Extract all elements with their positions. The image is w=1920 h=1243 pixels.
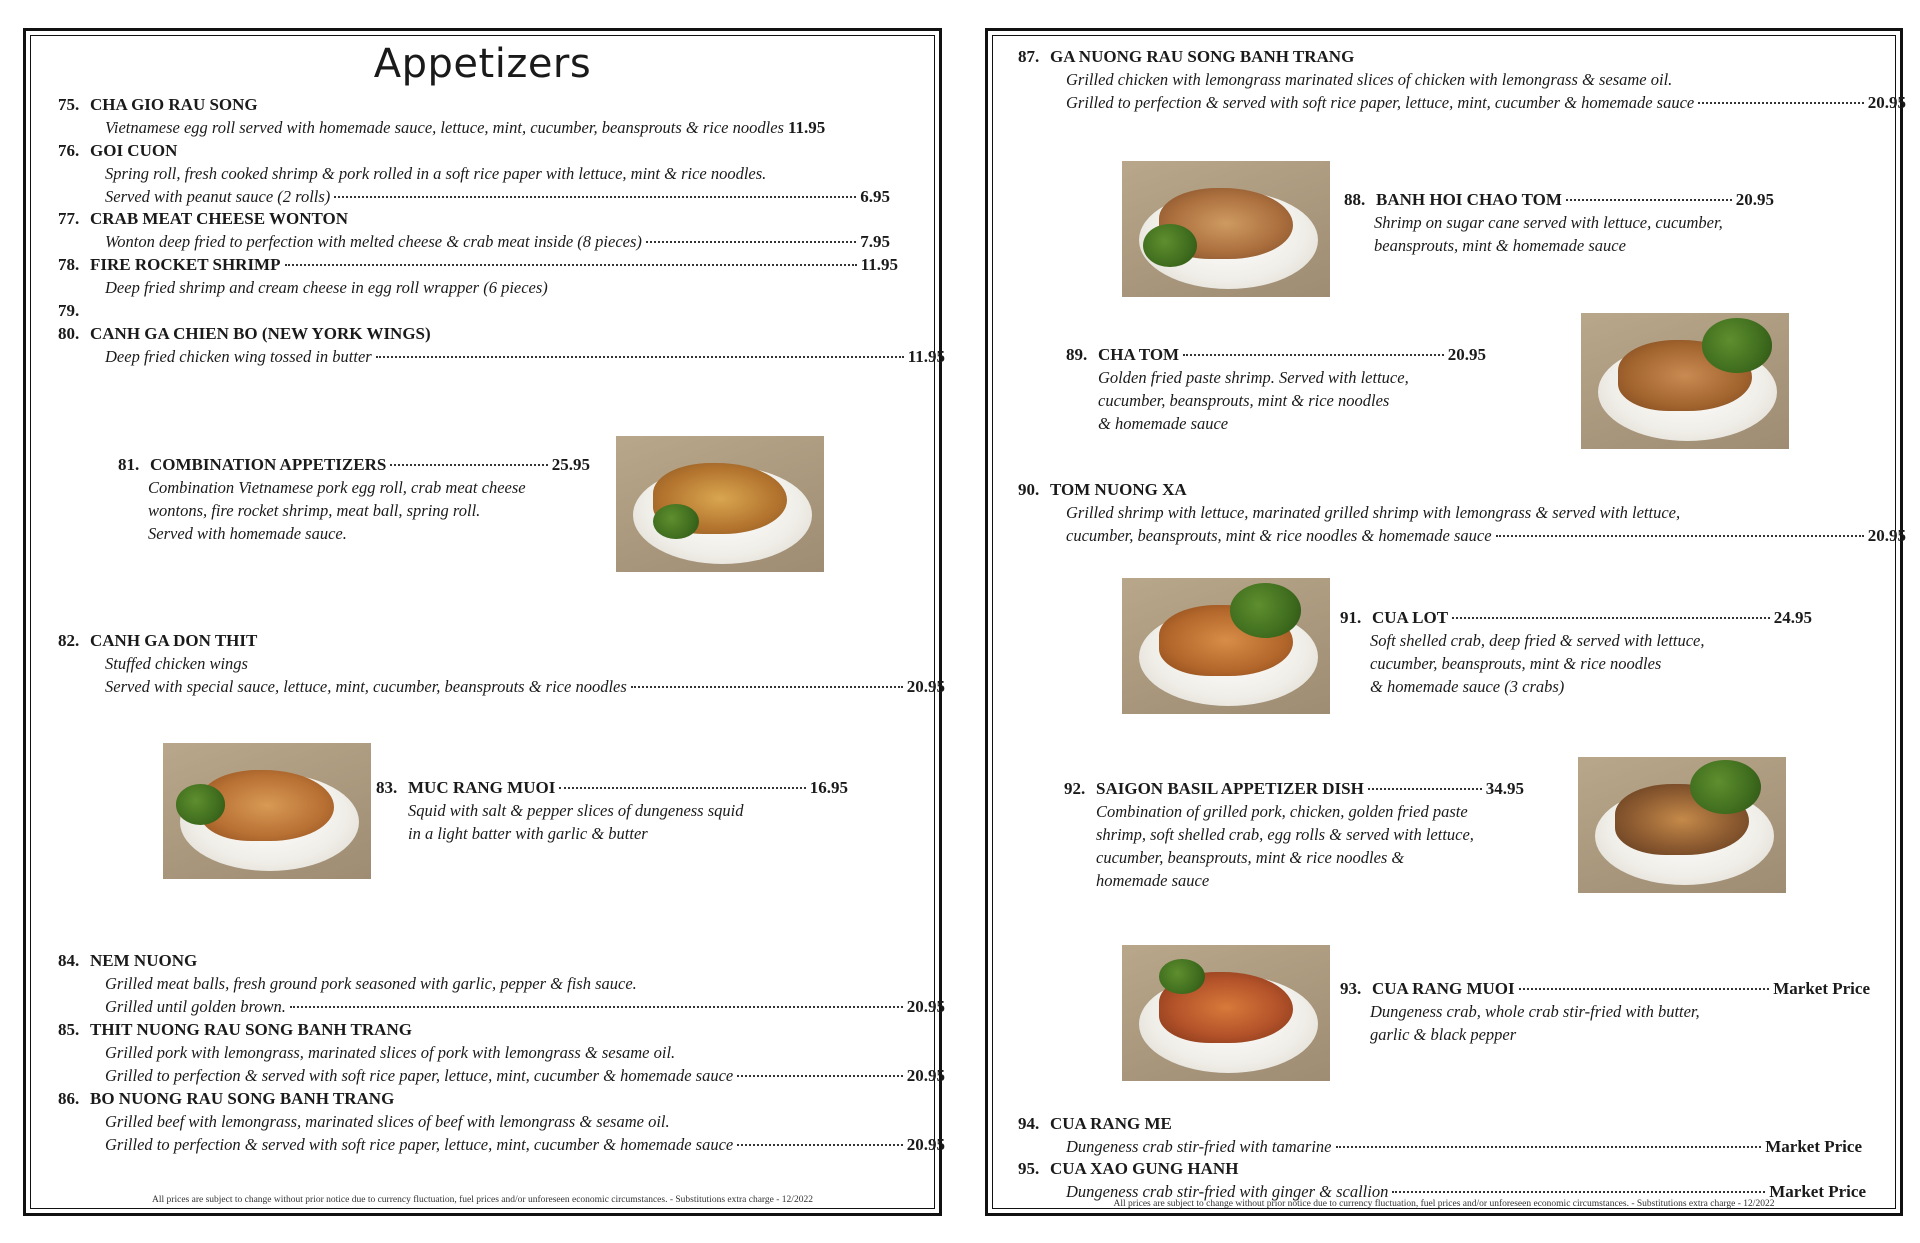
item-number: 88. [1344,190,1366,209]
item-price: 6.95 [860,187,890,206]
item-name: MUC RANG MUOI [408,778,556,797]
item-description: Grilled meat balls, fresh ground pork seasoned with garlic, pepper & fish sauce. [105,974,637,993]
item-number: 92. [1064,779,1086,798]
item-name: TOM NUONG XA [1050,480,1187,499]
item-name: CUA RANG MUOI [1372,979,1515,998]
menu-item-88 [1344,188,1814,257]
item-price: 20.95 [906,1066,945,1085]
item-description: wontons, fire rocket shrimp, meat ball, spring roll. [148,501,481,520]
item-price: 20.95 [906,677,945,696]
item-price: Market Price [1773,979,1870,998]
item-name: FIRE ROCKET SHRIMP [90,255,281,274]
salt-pepper-crab-photo [1122,945,1330,1081]
item-description: Grilled shrimp with lettuce, marinated grilled shrimp with lemongrass & served with lettuce, [1066,503,1681,522]
item-number: 95. [1018,1159,1040,1178]
dot-leader [1183,354,1444,356]
item-description: Dungeness crab stir-fried with tamarine [1066,1137,1332,1156]
menu-item-90 [1018,478,1906,547]
menu-item-87 [1018,45,1906,114]
item-number: 85. [58,1020,80,1039]
menu-item-81 [118,453,598,545]
item-price: 20.95 [1735,190,1774,209]
item-description: beansprouts, mint & homemade sauce [1374,236,1626,255]
item-description: Grilled beef with lemongrass, marinated slices of beef with lemongrass & sesame oil. [105,1112,670,1131]
item-description: Soft shelled crab, deep fried & served with lettuce, [1370,631,1705,650]
item-number: 91. [1340,608,1362,627]
item-number: 86. [58,1089,80,1108]
item-price: 11.95 [860,255,898,274]
page-footer: All prices are subject to change without prior notice due to currency fluctuation, fuel prices and/or unforeseen economic circumstances. - Substitutions extra charge - 12/2022 [1113,1199,1775,1209]
item-number: 75. [58,95,80,114]
item-description: garlic & black pepper [1370,1025,1517,1044]
dot-leader [1368,788,1482,790]
item-description: cucumber, beansprouts, mint & rice noodles & homemade sauce [1066,526,1492,545]
item-description: Stuffed chicken wings [105,654,248,673]
shrimp-sugarcane-photo [1122,161,1330,297]
dot-leader [737,1144,903,1146]
item-number: 83. [376,778,398,797]
item-price: 25.95 [551,455,590,474]
item-description: & homemade sauce [1098,414,1229,433]
item-description: Combination of grilled pork, chicken, golden fried paste [1096,802,1468,821]
menu-item-95 [1018,1157,1888,1203]
menu-item-75 [58,93,928,139]
dot-leader [1392,1191,1765,1193]
item-price: 20.95 [1447,345,1486,364]
basil-appetizer-platter-photo [1578,757,1786,893]
menu-item-94 [1018,1112,1888,1158]
item-number: 79. [58,301,80,320]
item-price: 20.95 [906,1135,945,1154]
menu-item-83 [376,776,856,845]
item-number: 81. [118,455,140,474]
item-description: Squid with salt & pepper slices of dungeness squid [408,801,744,820]
menu-page-left [23,28,945,1216]
item-name: NEM NUONG [90,951,198,970]
item-number: 87. [1018,47,1040,66]
squid-photo [163,743,371,879]
item-description: Combination Vietnamese pork egg roll, crab meat cheese [148,478,526,497]
item-number: 89. [1066,345,1088,364]
menu-item-84 [58,949,945,1018]
item-description: Dungeness crab, whole crab stir-fried with butter, [1370,1002,1700,1021]
item-description: & homemade sauce (3 crabs) [1370,677,1565,696]
item-description: Dungeness crab stir-fried with ginger & scallion [1066,1182,1389,1201]
item-description: Served with peanut sauce (2 rolls) [105,187,331,206]
dot-leader [334,196,856,198]
item-number: 94. [1018,1114,1040,1133]
item-name: CUA RANG ME [1050,1114,1172,1133]
menu-item-86 [58,1087,945,1156]
item-number: 78. [58,255,80,274]
item-description: Served with special sauce, lettuce, mint, cucumber, beansprouts & rice noodles [105,677,627,696]
menu-item-85 [58,1018,945,1087]
dot-leader [1336,1146,1762,1148]
item-name: BO NUONG RAU SONG BANH TRANG [90,1089,395,1108]
menu-item-89 [1066,343,1506,435]
item-number: 93. [1340,979,1362,998]
item-description: shrimp, soft shelled crab, egg rolls & served with lettuce, [1096,825,1474,844]
item-number: 76. [58,141,80,160]
item-name: THIT NUONG RAU SONG BANH TRANG [90,1020,412,1039]
item-description: Grilled to perfection & served with soft rice paper, lettuce, mint, cucumber & homemade sauce [1066,93,1695,112]
dot-leader [1452,617,1770,619]
page-footer: All prices are subject to change without prior notice due to currency fluctuation, fuel prices and/or unforeseen economic circumstances. - Substitutions extra charge - 12/2022 [152,1195,813,1205]
dot-leader [390,464,547,466]
item-description: Shrimp on sugar cane served with lettuce, cucumber, [1374,213,1723,232]
dot-leader [290,1006,903,1008]
item-number: 82. [58,631,80,650]
item-description: Grilled chicken with lemongrass marinated slices of chicken with lemongrass & sesame oil. [1066,70,1673,89]
page-title: Appetizers [373,41,592,87]
dot-leader [376,356,904,358]
fried-paste-shrimp-photo [1581,313,1789,449]
item-name: CRAB MEAT CHEESE WONTON [90,209,349,228]
item-number: 77. [58,209,80,228]
item-description: Deep fried shrimp and cream cheese in egg roll wrapper (6 pieces) [105,278,548,297]
menu-item-77 [58,207,928,253]
item-name: CUA LOT [1372,608,1449,627]
item-description: Grilled pork with lemongrass, marinated slices of pork with lemongrass & sesame oil. [105,1043,676,1062]
menu-item-76 [58,139,928,208]
item-price: 11.95 [907,347,945,366]
item-description: homemade sauce [1096,871,1210,890]
menu-item-79 [58,299,90,322]
item-price: 20.95 [1867,526,1906,545]
item-description: Wonton deep fried to perfection with melted cheese & crab meat inside (8 pieces) [105,232,642,251]
item-number: 80. [58,324,80,343]
dot-leader [559,787,805,789]
dot-leader [737,1075,903,1077]
item-description: Spring roll, fresh cooked shrimp & pork rolled in a soft rice paper with lettuce, mint & rice noodles. [105,164,767,183]
item-description: in a light batter with garlic & butter [408,824,648,843]
item-description: Served with homemade sauce. [148,524,347,543]
item-price: 20.95 [1867,93,1906,112]
item-description: Grilled to perfection & served with soft rice paper, lettuce, mint, cucumber & homemade sauce [105,1066,734,1085]
item-description: Grilled until golden brown. [105,997,286,1016]
menu-item-92 [1064,777,1524,892]
item-description: Golden fried paste shrimp. Served with lettuce, [1098,368,1409,387]
dot-leader [631,686,903,688]
dot-leader [1519,988,1770,990]
item-price: Market Price [1765,1137,1862,1156]
item-name: COMBINATION APPETIZERS [150,455,387,474]
dot-leader [1698,102,1864,104]
item-description: Deep fried chicken wing tossed in butter [105,347,372,366]
menu-item-78 [58,253,928,299]
item-price: 34.95 [1485,779,1524,798]
dot-leader [285,264,857,266]
item-description: Grilled to perfection & served with soft rice paper, lettuce, mint, cucumber & homemade sauce [105,1135,734,1154]
menu-item-80 [58,322,945,368]
item-price: 16.95 [809,778,848,797]
item-price: Market Price [1769,1182,1866,1201]
item-name: GA NUONG RAU SONG BANH TRANG [1050,47,1355,66]
item-name: SAIGON BASIL APPETIZER DISH [1096,779,1364,798]
item-price: 11.95 [787,118,826,137]
item-number: 90. [1018,480,1040,499]
item-name: CANH GA CHIEN BO (NEW YORK WINGS) [90,324,431,343]
item-name: CHA GIO RAU SONG [90,95,258,114]
item-description: cucumber, beansprouts, mint & rice noodles [1370,654,1662,673]
item-price: 7.95 [860,232,890,251]
item-name: BANH HOI CHAO TOM [1376,190,1562,209]
item-description: cucumber, beansprouts, mint & rice noodles & [1096,848,1405,867]
item-price: 24.95 [1773,608,1812,627]
item-number: 84. [58,951,80,970]
item-name: CANH GA DON THIT [90,631,258,650]
dot-leader [1566,199,1732,201]
item-description: Vietnamese egg roll served with homemade sauce, lettuce, mint, cucumber, beansprouts & rice noodles [105,118,784,137]
item-description: cucumber, beansprouts, mint & rice noodles [1098,391,1390,410]
item-name: CHA TOM [1098,345,1180,364]
soft-shell-crab-photo [1122,578,1330,714]
item-name: CUA XAO GUNG HANH [1050,1159,1239,1178]
dot-leader [646,241,856,243]
menu-item-82 [58,629,945,698]
dot-leader [1496,535,1864,537]
menu-item-91 [1340,606,1820,698]
item-name: GOI CUON [90,141,178,160]
item-price: 20.95 [906,997,945,1016]
menu-item-93 [1340,977,1880,1046]
combination-appetizers-photo [616,436,824,572]
menu-page-right [985,28,1906,1216]
